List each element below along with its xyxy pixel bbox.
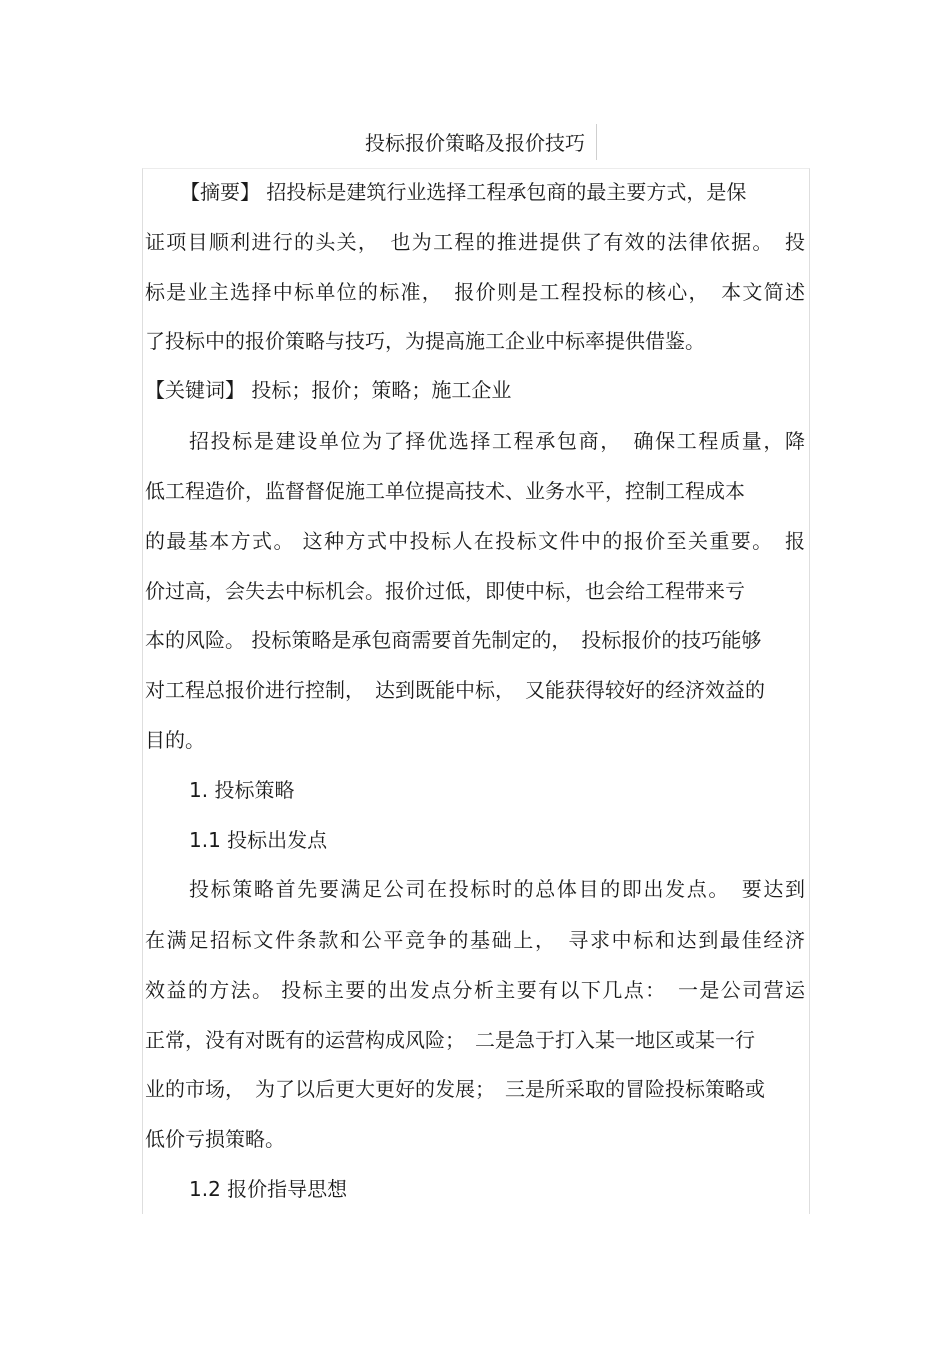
abstract-line: 证项目顺利进行的头关， 也为工程的推进提供了有效的法律依据。 投 [145,230,805,254]
body-line: 投标策略首先要满足公司在投标时的总体目的即出发点。 要达到 [189,877,805,901]
abstract-line: 标是业主选择中标单位的标准， 报价则是工程投标的核心， 本文简述 [145,280,805,304]
body-line: 价过高，会失去中标机会。报价过低，即使中标，也会给工程带来亏 [145,579,745,603]
body-line: 目的。 [145,728,205,752]
body-line: 对工程总报价进行控制， 达到既能中标， 又能获得较好的经济效益的 [145,678,765,702]
section-heading: 1. 投标策略 [189,778,295,802]
body-line: 招投标是建设单位为了择优选择工程承包商， 确保工程质量，降 [189,429,805,453]
document-title: 投标报价策略及报价技巧 [365,131,585,155]
subsection-heading: 1.1 投标出发点 [189,828,328,852]
abstract-line: 了投标中的报价策略与技巧，为提高施工企业中标率提供借鉴。 [145,329,705,353]
body-line: 正常，没有对既有的运营构成风险； 二是急于打入某一地区或某一行 [145,1028,755,1052]
keywords-line: 【关键词】 投标；报价；策略；施工企业 [145,378,512,402]
body-line: 低工程造价，监督督促施工单位提高技术、业务水平，控制工程成本 [145,479,745,503]
body-line: 效益的方法。 投标主要的出发点分析主要有以下几点： 一是公司营运 [145,978,805,1002]
subsection-heading: 1.2 报价指导思想 [189,1177,348,1201]
body-line: 在满足招标文件条款和公平竞争的基础上， 寻求中标和达到最佳经济 [145,928,805,952]
body-line: 本的风险。 投标策略是承包商需要首先制定的， 投标报价的技巧能够 [145,628,762,652]
body-line: 业的市场， 为了以后更大更好的发展； 三是所采取的冒险投标策略或 [145,1077,765,1101]
abstract-line: 【摘要】 招投标是建筑行业选择工程承包商的最主要方式，是保 [180,180,747,204]
body-line: 低价亏损策略。 [145,1127,285,1151]
body-line: 的最基本方式。 这种方式中投标人在投标文件中的报价至关重要。 报 [145,529,805,553]
